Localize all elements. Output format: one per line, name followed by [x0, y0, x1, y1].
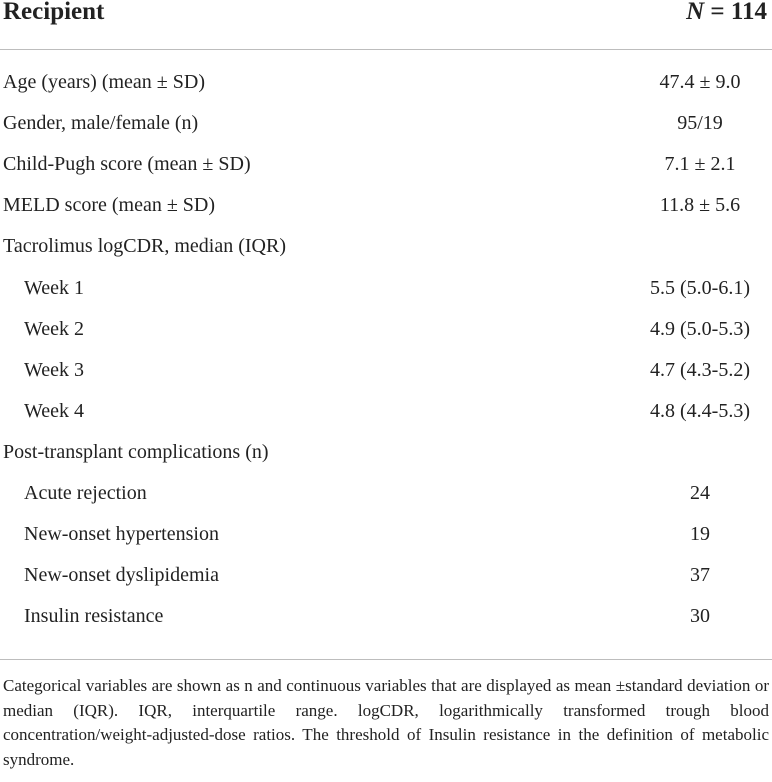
row-value: 5.5 (5.0-6.1): [650, 276, 750, 299]
row-label: Week 4: [24, 399, 85, 422]
table-row: [0, 599, 772, 640]
row-value: 4.8 (4.4-5.3): [650, 399, 750, 422]
table-row: [0, 106, 772, 147]
table-footnote: Categorical variables are shown as n and continuous variables that are displayed as mean ±standard deviation or median (IQR). IQR, interquartile range. logCDR, logarithmically transformed trough blood concentration/weight-adjusted-dose ratios. The threshold of Insulin resistance in the definition of metabolic syndrome.: [3, 676, 769, 769]
row-label: New-onset dyslipidemia: [24, 564, 219, 587]
row-label: Tacrolimus logCDR, median (IQR): [3, 235, 286, 258]
table-row: [0, 353, 772, 394]
row-value: 47.4 ± 9.0: [659, 71, 741, 93]
row-label: Week 2: [24, 317, 85, 340]
row-value: 19: [690, 523, 710, 546]
row-value: 37: [690, 564, 710, 587]
table-header: [0, 0, 772, 40]
header-n-value: = 114: [704, 0, 767, 25]
row-value: 30: [690, 605, 710, 628]
table-row: [0, 188, 772, 229]
table-row: [0, 271, 772, 312]
header-divider: [0, 49, 772, 50]
header-recipient: Recipient: [3, 0, 105, 25]
header-sample-size: [686, 0, 767, 26]
table-row: [0, 517, 772, 558]
row-value: 7.1 ± 2.1: [664, 153, 736, 176]
table-row: [0, 312, 772, 353]
row-value: 11.8 ± 5.6: [659, 194, 741, 217]
row-value: 4.7 (4.3-5.2): [650, 358, 750, 381]
row-label: Acute rejection: [24, 482, 147, 504]
row-value: 4.9 (5.0-5.3): [650, 317, 750, 340]
row-label: Gender, male/female (n): [3, 112, 199, 135]
row-label: Child-Pugh score (mean ± SD): [3, 153, 251, 176]
table-row: [0, 65, 772, 106]
row-label: Post-transplant complications (n): [3, 440, 269, 463]
table-row: [0, 394, 772, 435]
row-label: Age (years) (mean ± SD): [3, 71, 206, 93]
footer-divider: [0, 659, 772, 660]
row-label: Week 1: [24, 276, 85, 299]
table-row: [0, 476, 772, 517]
table-row: [0, 229, 772, 270]
row-label: MELD score (mean ± SD): [3, 194, 216, 217]
header-n-symbol: N: [686, 0, 705, 25]
row-label: New-onset hypertension: [24, 523, 219, 546]
row-value: 95/19: [677, 112, 723, 135]
row-value: 24: [690, 482, 710, 504]
table-row: [0, 558, 772, 599]
row-label: Insulin resistance: [24, 605, 164, 628]
table-row: [0, 147, 772, 188]
table-row: [0, 435, 772, 476]
row-label: Week 3: [24, 358, 85, 381]
